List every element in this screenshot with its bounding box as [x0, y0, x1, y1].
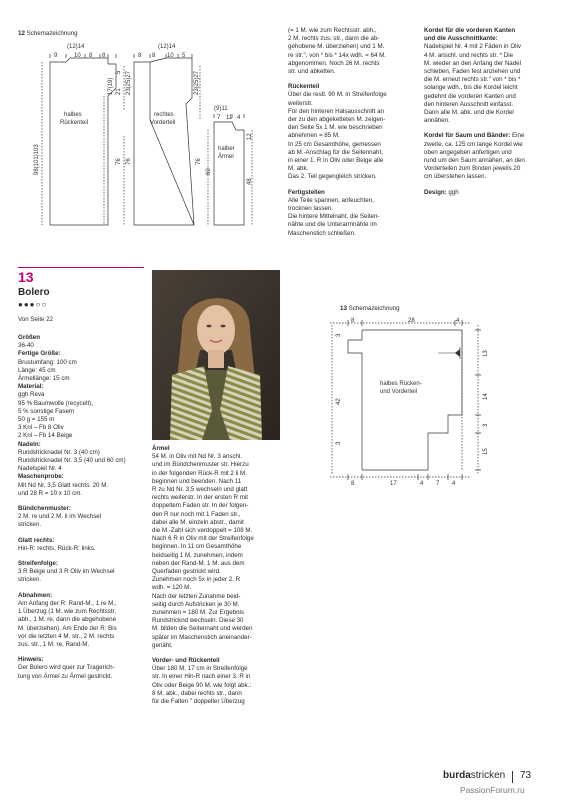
aermel-line: zunehmen = 180 M. Zur Ergebnis [152, 609, 245, 617]
design-line [424, 189, 556, 197]
glatt-line: Hin-R: rechts, Rück-R: links. [18, 544, 96, 552]
kordel-saum-line: cm überstehen lassen. [424, 173, 487, 181]
continued-text [288, 27, 416, 76]
front-label-2: Vorderteil [150, 120, 176, 126]
aermel-line: seitig durch Aufstricken je 30 M. [152, 600, 240, 608]
rueckenteil-line: weiterstr. [288, 99, 313, 107]
rueckenteil-line: Das 2. Teil gegengleich stricken. [288, 173, 377, 181]
front-side-total: 23(25)27 [194, 70, 200, 95]
kordel-kanten-line: Dann alle M. abk. und die Kordel [424, 109, 514, 117]
vorder-ruecken-body [152, 665, 282, 706]
fertigstellen-line: trocknen lassen. [288, 205, 334, 213]
abnahmen-line: abh., 1 M. re, dann die abgehobene [18, 616, 117, 624]
material-body [18, 391, 146, 440]
back-top-1: 9 [54, 53, 58, 59]
s13-left-small-2: 3 [336, 441, 342, 445]
aermel-line: rechts weiterstr. In der ersten R mit [152, 494, 248, 502]
aermel-line: R zu Nd Nr. 3,5 wechseln und glatt [152, 486, 248, 494]
rueckenteil-line: abnehmen = 85 M. [288, 132, 340, 140]
rueckenteil-line: Für den hinteren Halsausschnitt an [288, 107, 384, 115]
s13-top-1: 8 [351, 318, 355, 324]
sleeve-side-small: 12 [247, 133, 253, 140]
sleeve-top-1: 7 [217, 115, 221, 121]
page-number: 73 [520, 770, 532, 781]
column-2-top [288, 27, 416, 238]
aermel-line: beginnen und beenden. Nach 11 [152, 477, 242, 485]
rueckenteil-line: M. abk. [288, 165, 309, 173]
nadeln-line: Rundstricknadel Nr. 3,5 (40 und 60 cm) [18, 457, 126, 465]
rueckenteil-line: ab M.-Anschlag für die Seitennaht, [288, 148, 383, 156]
abnahmen-line: M. überziehen). Am Ende der R: Bis [18, 624, 117, 632]
front-top-2: 8 [152, 53, 156, 59]
aermel-line: den R nur noch mit 1 Faden str., [152, 510, 241, 518]
from-page: Von Seite 22 [18, 316, 54, 323]
fertigstellen-line: Alle Teile spannen, anfeuchten, [288, 196, 374, 204]
design-value: ggh [446, 188, 459, 196]
hinweis-body [18, 664, 146, 680]
front-top-count: (12)14 [158, 44, 176, 50]
schema-number: 12 [18, 30, 25, 37]
rueckenteil-line: in einer 1. R in Oliv oder Beige alle [288, 157, 384, 165]
buendchen-body [18, 513, 146, 529]
rueckenteil-line: den Seite 5x 1 M. wie beschrieben [288, 124, 383, 132]
s13-top-2: 28 [408, 318, 415, 324]
aermel-title: Ärmel [152, 445, 170, 452]
abnahmen-line: 1 Überzug (1 M. wie zum Rechtsstr. [18, 608, 116, 616]
rueckenteil-line: der zu den abgeketteten M. zeigen- [288, 116, 386, 124]
schema-12-drawing [0, 0, 290, 260]
difficulty-dots: ●●●○○ [18, 300, 48, 309]
maschenprobe-title: Maschenprobe: [18, 473, 64, 481]
material-line: 50 g = 155 m [18, 416, 55, 424]
continued-line: 2 M. rechts zus. str., dann die ab- [288, 35, 380, 43]
kordel-saum-line: rund um den Saum annähen, an den [424, 157, 525, 165]
fertigstellen-title: Fertigstellen [288, 188, 325, 196]
streifen-title: Streifenfolge: [18, 560, 58, 568]
front-height-left: 76 [126, 158, 132, 165]
pattern-number: 13 [18, 269, 34, 285]
kordel-saum-line: oben angegeben anfertigen und [424, 148, 512, 156]
kordel-kanten-line: die M. erneut rechts str." von * bis * [424, 76, 521, 84]
fertige-line: Länge: 45 cm [18, 366, 56, 374]
s13-right-1: 13 [483, 350, 489, 357]
footer-divider [512, 771, 513, 783]
nadeln-line: Nadelspiel Nr. 4 [18, 465, 62, 473]
front-outline [134, 62, 194, 225]
back-top-2: 10 [74, 53, 81, 59]
back-side-2: 21 [116, 88, 122, 95]
s13-left-small-1: 3 [336, 333, 342, 337]
rueckenteil-title: Rückenteil [288, 83, 320, 91]
glatt-body [18, 545, 146, 553]
schema-13-drawing [310, 315, 510, 490]
back-top-4: 8 [102, 53, 106, 59]
design-label: Design: [424, 188, 447, 196]
buendchen-line: 2 M. re und 2 M. li im Wechsel [18, 513, 102, 521]
aermel-line: später im Maschenstich aneinander- [152, 633, 252, 641]
s13-right-2: 14 [483, 393, 489, 400]
hinweis-title: Hinweis: [18, 656, 44, 664]
vorder-ruecken-line: 8 M. abk., dabei rechts str., dann [152, 689, 242, 697]
sleeve-label-1: halber [218, 146, 235, 152]
s13-bottom-3: 4 [420, 481, 424, 487]
back-height-mid: 76 [116, 158, 122, 165]
kordel-kanten-line: 4 M. anschl. und rechts str. * Die [424, 51, 514, 59]
fertige-body [18, 359, 146, 384]
abnahmen-title: Abnahmen: [18, 591, 53, 599]
schema-13-number: 13 [340, 305, 347, 312]
aermel-line: Rundstricknd wechseln. Diese 30 [152, 617, 244, 625]
back-label-2: Rückenteil [60, 120, 89, 126]
maschenprobe-line: Mit Nd Nr. 3,5 Glatt rechts: 20 M. [18, 481, 109, 489]
streifen-line: 3 R Beige und 3 R Oliv im Wechsel [18, 568, 115, 576]
material-title: Material: [18, 383, 44, 391]
glatt-title: Glatt rechts: [18, 536, 55, 544]
s13-bottom-2: 17 [390, 481, 397, 487]
sleeve-top-2: 11 [226, 115, 233, 121]
kordel-saum-line: zweite, ca. 125 cm lange Kordel wie [424, 140, 523, 148]
aermel-line: in der folgenden Rück-R mit 2 li M. [152, 469, 247, 477]
schema-12-lines [42, 54, 252, 225]
aermel-line: beginnen. In 11 cm Gesamthöhe [152, 543, 242, 551]
schema-caption-text: Schemazeichnung [26, 30, 78, 37]
kordel-saum-first-tail: Eine [510, 132, 525, 140]
front-right-edge [150, 58, 194, 225]
kordel-kanten-line: annähen. [424, 117, 450, 125]
kordel-saum-line: Vorderteilen zum Binden jeweils 20 [424, 165, 521, 173]
back-label-1: halbes [64, 112, 82, 118]
watermark: PassionForum.ru [460, 785, 525, 795]
aermel-line: beidseitig 1 M. zunehmen, indem [152, 551, 243, 559]
kordel-kanten-line: solange wdh., bis die Kordel leicht [424, 84, 518, 92]
schema-13-caption [340, 305, 400, 313]
aermel-line: dabei alle M. einzeln abstr., damit [152, 518, 244, 526]
aermel-line: Zunehmen noch 5x in jeder 2. R [152, 576, 241, 584]
maschenprobe-line: und 28 R = 10 x 10 cm. [18, 489, 83, 497]
continued-line: gehobene M. überziehen) und 1 M. [288, 43, 385, 51]
streifen-line: stricken. [18, 576, 42, 584]
kordel-kanten-title-1: Kordel für die vorderen Kanten [424, 27, 516, 34]
sleeve-top-3: 4 [237, 115, 241, 121]
material-line: 3 Knl – Fb 8 Oliv [18, 424, 64, 432]
s13-bottom-4: 7 [436, 481, 440, 487]
rueckenteil-body [288, 91, 416, 181]
aermel-line: Nach 6 R in Oliv mit der Streifenfolge [152, 535, 254, 543]
aermel-line: die M.-Zahl sich verdoppelt = 108 M. [152, 527, 253, 535]
schema-13-caption-text: Schemazeichnung [348, 305, 400, 312]
sleeve-height-left: 60 [206, 168, 212, 175]
kordel-kanten-line: Nadelspiel Nr. 4 mit 2 Fäden in Oliv [424, 43, 521, 51]
aermel-line: Nach der letzten Zunahme beid- [152, 592, 241, 600]
hinweis-line: Der Bolero wird quer zur Tragerich- [18, 664, 115, 672]
sleeve-height-right: 48 [247, 178, 253, 185]
aermel-body [152, 453, 282, 650]
s13-right-4: 15 [483, 448, 489, 455]
front-label-1: rechtes [154, 112, 174, 118]
footer-brand-bold: burda [443, 770, 471, 781]
kordel-kanten-title-2: und die Ausschnittkante: [424, 35, 498, 43]
footer-brand [443, 772, 505, 780]
vorder-ruecken-line: Oliv oder Beige 90 M. wie folgt abk.: [152, 681, 252, 689]
s13-label-2: und Vorderteil [380, 389, 418, 395]
rueckenteil-line: Über die restl. 90 M. in Streifenfolge [288, 91, 387, 99]
front-top-4: 5 [182, 53, 186, 59]
column-1-bottom [18, 334, 146, 681]
back-top-3: 8 [89, 53, 93, 59]
pattern-title: Bolero [18, 287, 50, 298]
buendchen-line: stricken. [18, 521, 42, 529]
groessen-title: Größen [18, 334, 41, 341]
abnahmen-line: zus. str., 1 M. re, Rand-M. [18, 640, 90, 648]
back-top-count: (12)14 [67, 44, 85, 50]
s13-label-1: halbes Rücken- [380, 381, 422, 387]
nadeln-title: Nadeln: [18, 440, 41, 448]
sleeve-top-count: (9)11 [214, 106, 228, 112]
front-top-1: 8 [138, 53, 142, 59]
groessen-value: 36-40 [18, 342, 34, 350]
vorder-ruecken-line: für die Falten " doppelter Überzug [152, 698, 245, 706]
front-height-right: 76 [196, 158, 202, 165]
continued-line: abgenommen. Noch 26 M. rechts [288, 59, 380, 67]
continued-line: str. und abketten. [288, 68, 336, 76]
s13-bottom-1: 8 [351, 481, 355, 487]
back-side-3: 5 [116, 70, 122, 74]
aermel-line: genäht. [152, 641, 173, 649]
continued-line: (= 1 M. wie zum Rechtsstr. abh., [288, 27, 377, 34]
s13-right-3: 3 [483, 423, 489, 427]
sleeve-label-2: Ärmel [218, 154, 234, 160]
fertigstellen-line: Maschenstich schließen. [288, 229, 356, 237]
aermel-line: Querfaden gestrickt wird. [152, 568, 221, 576]
fertige-title: Fertige Größe: [18, 350, 61, 358]
fertigstellen-body [288, 197, 416, 238]
aermel-line: neben der Rand-M. 1 M. aus dem [152, 559, 245, 567]
continued-line: re str.", von * bis * 14x wdh. = 64 M. [288, 51, 386, 59]
back-height-left: 98(101)103 [34, 144, 40, 175]
abnahmen-line: Am Anfang der R: Rand-M., 1 re M., [18, 599, 117, 607]
nadeln-line: Rundstricknadel Nr. 3 (40 cm) [18, 448, 100, 456]
material-line: 95 % Baumwolle (recycelt), [18, 399, 93, 407]
material-line: 5 % sonstige Fasern [18, 407, 75, 415]
section-divider [18, 267, 144, 268]
body-outline [348, 330, 462, 470]
fertigstellen-line: nähte und die Unterarmnähte im [288, 221, 377, 229]
sleeve-outline [214, 122, 244, 225]
hinweis-line: tung von Ärmel zu Ärmel gestrickt. [18, 672, 113, 680]
aermel-line: und im Bündchenmuster str. Hierzu [152, 461, 249, 469]
kordel-saum-body [424, 141, 556, 182]
rueckenteil-line: In 25 cm Gesamthöhe, gemessen [288, 140, 381, 148]
model-photo-illustration [152, 270, 280, 440]
nadeln-body [18, 449, 146, 474]
footer-brand-rest: stricken [470, 770, 506, 781]
aermel-line: M. bilden die Seitennaht und werden [152, 625, 253, 633]
kordel-saum-title: Kordel für Saum und Bänder: [424, 132, 511, 140]
kordel-kanten-line: M. wieder an den Anfang der Nadel [424, 59, 521, 67]
kordel-kanten-line: gedehnt die vorderen Kanten und [424, 92, 516, 100]
s13-bottom-5: 4 [452, 481, 456, 487]
vorder-ruecken-title: Vorder- und Rückenteil [152, 657, 220, 665]
column-2-bottom [152, 445, 282, 706]
fertigstellen-line: Die hintere Mittelnaht, die Seiten- [288, 213, 380, 221]
kordel-kanten-line: schieben, Faden fest anziehen und [424, 68, 521, 76]
back-outline [50, 58, 116, 225]
kordel-saum-first-line [424, 132, 556, 140]
s13-top-3: 4 [456, 318, 460, 324]
fertige-line: Brustumfang: 100 cm [18, 358, 77, 366]
vorder-ruecken-line: str. In einer Hin-R nach einer 3. R in [152, 673, 251, 681]
back-side-1: 17(19) [108, 77, 114, 95]
kordel-kanten-line: den hinteren Ausschnitt einfasst. [424, 100, 514, 108]
schema-13-lines [330, 320, 481, 480]
buendchen-title: Bündchenmuster: [18, 505, 71, 513]
abnahmen-body [18, 600, 146, 649]
maschenprobe-body [18, 482, 146, 498]
model-photo [152, 270, 280, 440]
streifen-body [18, 568, 146, 584]
abnahmen-line: vor die letzten 4 M. str., 2 M. rechts [18, 632, 115, 640]
material-line: ggh Reva [18, 391, 45, 399]
back-side-total: 23(25)27 [126, 70, 132, 95]
front-top-3: 10 [167, 53, 174, 59]
column-3-top [424, 27, 556, 197]
aermel-line: doppeltem Faden str. In der folgen- [152, 502, 249, 510]
material-line: 2 Knl – Fb 14 Beige [18, 432, 73, 440]
kordel-kanten-body [424, 43, 556, 125]
aermel-line: 54 M. in Oliv mit Nd Nr. 3 anschl. [152, 453, 243, 461]
vorder-ruecken-line: Über 180 M. 17 cm in Streifenfolge [152, 665, 248, 673]
aermel-line: wdh. = 120 M. [152, 584, 192, 592]
fertige-line: Ärmellänge: 15 cm [18, 375, 70, 383]
s13-left-total: 42 [336, 398, 342, 405]
